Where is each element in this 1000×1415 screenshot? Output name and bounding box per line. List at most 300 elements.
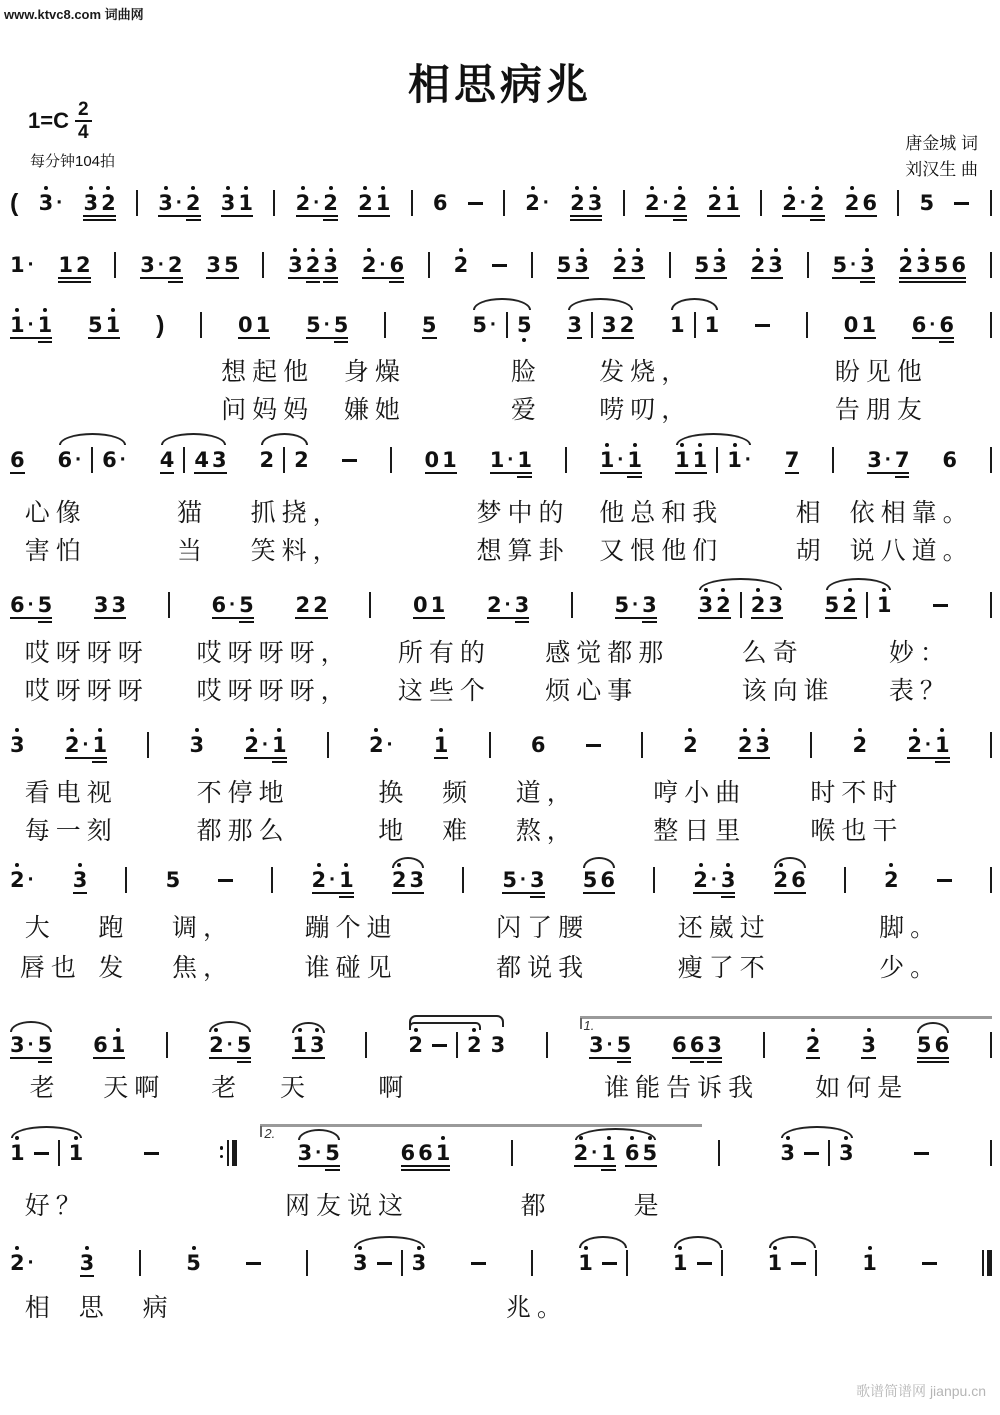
dash-note [377,1262,392,1265]
note-number: 3 [589,1033,604,1057]
barline [990,732,992,758]
octave-dot-above [397,863,401,867]
beat-group [10,450,25,471]
beat-group [751,255,783,276]
beat-group [832,254,874,276]
meter-denominator: 4 [77,122,89,143]
barline [390,447,392,473]
note [10,255,25,276]
octave-dot-above [889,863,893,867]
lyric-segment: 少。 [879,954,942,982]
note-number: 2 [305,253,321,277]
augmentation-dot: · [744,448,752,471]
note [782,193,797,214]
volta-label: 2. [264,1126,276,1141]
notation-line [10,1032,992,1056]
note [206,255,221,276]
dash-note [586,744,601,747]
beam-line [613,277,645,279]
note-number: 3 [490,1033,506,1057]
note [168,255,183,276]
tie-group [825,592,892,616]
octave-dot-above [618,248,622,252]
note-number: 3 [514,593,530,617]
tie-group [675,447,752,471]
note-number: 1 [339,868,354,892]
note-number: 5 [933,253,949,277]
beam-line [358,215,390,217]
lyric-line-1 [10,633,992,665]
note [209,1035,224,1056]
note-number: 1 [862,1251,877,1275]
note-number: 2 [323,191,338,215]
beat-group [296,192,338,214]
dash-note [937,879,952,882]
octave-dot-above [788,186,792,190]
augmentation-dot: · [662,191,670,214]
beat-group [845,193,877,214]
beam-line [806,1057,821,1059]
augmentation-dot: · [519,868,527,891]
note-number: 2 [693,868,708,892]
note-number: 5 [88,313,103,337]
beam-line [672,1057,722,1059]
beam-line [782,215,824,217]
notation-line [10,447,992,471]
beam-line [206,277,238,279]
augmentation-dot: · [929,313,937,336]
lyricist: 唐金城 词 [905,134,978,153]
note [88,315,103,336]
beam-line [92,761,107,763]
note-number: 1 [430,593,446,617]
note-number: 5 [824,593,840,617]
lyric-segment: 病 [142,1294,174,1322]
note-number: 1 [68,1141,84,1165]
note-number: 5 [694,253,710,277]
beam-line [567,337,582,339]
octave-dot-above [367,248,371,252]
lyric-segment: 整日里 [653,817,747,845]
barline [136,190,138,216]
note [698,595,713,616]
note-number: 2 [295,191,311,215]
dash-note [602,1262,617,1265]
note-number: 3 [409,868,425,892]
beat-group [401,1143,451,1164]
note [491,1035,506,1056]
octave-dot-above [575,186,579,190]
barline [591,312,593,338]
beam-line [895,476,910,478]
beam-line [425,472,457,474]
note-number: 3 [83,191,99,215]
barline [489,732,491,758]
note [369,735,384,756]
note-number: 6 [791,868,806,892]
octave-dot-above [363,186,367,190]
note-number: 2 [525,191,540,215]
augmentation-dot: · [27,253,35,276]
lyric-segment: 谁碰见 [304,954,398,982]
note-number: 2 [408,1033,423,1057]
beam-line [617,1061,632,1063]
beam-line [899,277,967,279]
note [487,595,502,616]
beat-group [502,869,544,891]
beam-line [601,1169,616,1171]
beam-line [825,617,857,619]
beam-line [83,219,115,221]
octave-dot-above [277,728,281,732]
beam-line [861,1057,876,1059]
note [73,870,88,891]
note [306,315,321,336]
note [785,450,800,471]
beat-group [574,1142,616,1164]
note [102,450,117,471]
lyric-segment: 跑 [98,914,130,942]
octave-dot-above [756,248,760,252]
note [825,595,840,616]
beat-group [920,193,935,214]
beam-line [160,472,175,474]
note [158,193,173,214]
note-number: 3 [642,593,657,617]
beam-line [295,617,327,619]
note [106,315,121,336]
barline [626,1250,628,1276]
lyric-segment: 焦， [172,954,235,982]
beat-group [942,450,957,471]
music-system-5 [10,592,992,705]
lyric-segment: 这些个 [397,677,491,705]
lyric-line-1 [10,1068,992,1100]
note-number: 1 [255,313,271,337]
tie-group [472,312,531,336]
lyric-line-2 [10,811,992,843]
octave-dot-above [344,863,348,867]
note [418,1143,433,1164]
beat-group [358,193,390,214]
note [721,870,736,891]
octave-dot-above [580,248,584,252]
note [10,315,25,336]
note-number: 5 [333,313,349,337]
repeat-end-barline [220,1140,238,1164]
note [725,193,740,214]
beam-line [502,892,544,894]
beam-line [298,1165,340,1167]
octave-dot-above [680,443,684,447]
note [323,255,338,276]
note-number: 6 [389,253,405,277]
note-number: 3 [529,868,545,892]
octave-dot-above [636,248,640,252]
music-system-1 [10,189,992,217]
lyric-segment: 猫 [176,499,208,527]
note-number: 6 [10,448,25,472]
barline [641,732,643,758]
note [111,1035,126,1056]
beat-group [727,449,752,471]
barline [91,447,93,473]
note [935,735,950,756]
beat-group [912,314,954,336]
note-number: 7 [894,448,910,472]
beam-line [589,1057,631,1059]
notation-line [10,867,992,891]
octave-dot-above [15,1136,19,1140]
note [92,735,107,756]
note-number: 3 [780,1141,795,1165]
barline [740,592,742,618]
note-number: 3 [211,448,227,472]
lyric-segment: 谁能告诉我 [604,1074,760,1102]
beat-group [472,314,497,336]
composer: 刘汉生 曲 [905,160,978,180]
barline [990,252,992,278]
octave-dot-above [70,728,74,732]
beat-group [294,450,309,471]
beam-line [907,757,949,759]
music-system-3 [10,311,992,424]
beam-line [845,215,877,217]
volta-bracket-1 [580,1016,992,1031]
lyric-segment: 哼小曲 [653,779,747,807]
note [683,735,698,756]
beam-line [487,617,529,619]
note-number: 6 [600,868,615,892]
note-number: 3 [587,191,603,215]
lyric-segment: 烦心事 [545,677,639,705]
note [38,315,53,336]
dash-note [34,1152,49,1155]
lyric-segment: 闪了腰 [496,914,590,942]
note-number: 3 [567,313,582,337]
note [625,1143,640,1164]
beat-group [670,315,685,336]
note [260,450,275,471]
lyric-line-2 [10,531,992,563]
lyric-segment: 频 [442,779,474,807]
note [10,1143,25,1164]
note [408,1035,423,1056]
beat-group [625,1143,657,1164]
note [934,255,949,276]
barline [200,312,202,338]
octave-dot-above [43,308,47,312]
slur-group [298,1142,340,1164]
beam-line [602,337,634,339]
note [530,870,545,891]
note-number: 5 [582,868,598,892]
beam-line [288,277,338,279]
augmentation-dot: · [632,593,640,616]
barline [114,252,116,278]
augmentation-dot: · [27,1251,35,1274]
note [292,1035,307,1056]
beat-group [705,315,720,336]
note [615,595,630,616]
note [712,255,727,276]
beam-line [158,215,200,217]
note-number: 3 [630,253,645,277]
barline [168,592,170,618]
beam-line [917,1057,949,1059]
note-number: 5 [516,313,532,337]
note-number: 0 [238,313,253,337]
beat-group [785,450,800,471]
note [166,870,181,891]
beat-group [94,595,126,616]
augmentation-dot: · [379,253,387,276]
beam-line [65,757,107,759]
note-number: 1 [435,1141,451,1165]
note-number: 3 [712,253,727,277]
octave-dot-above [721,588,725,592]
beam-line [530,896,545,898]
barline [990,592,992,618]
octave-dot-above [89,186,93,190]
beat-group [186,1253,201,1274]
lyric-segment: 问妈妈 [221,396,315,424]
note-number: 3 [720,868,736,892]
lyric-segment: 天啊 [103,1074,166,1102]
note-number: 2 [486,593,502,617]
tie-group [567,312,634,336]
tie-group [698,592,783,616]
barline [807,252,809,278]
beat-group [602,315,634,336]
note-number: 5 [642,1141,658,1165]
footer-watermark: 歌谱简谱网 jianpu.cn [856,1383,986,1399]
note [306,255,321,276]
note-number: 3 [323,253,339,277]
note [939,315,954,336]
note [645,193,660,214]
augmentation-dot: · [27,313,35,336]
repeat-dots [220,1146,224,1158]
dash-note [342,459,357,462]
beat-group [825,595,857,616]
beam-line [673,219,688,221]
beat-group [88,315,120,336]
barline [990,1140,992,1166]
note-number: 2 [185,191,201,215]
augmentation-dot: · [489,313,497,336]
note-number: 3 [140,253,155,277]
slur-group [292,1035,324,1056]
note [917,1035,932,1056]
note [525,193,540,214]
note-number: 1 [861,313,876,337]
note [224,255,239,276]
note-number: 3 [189,733,205,757]
beat-group [877,595,892,616]
barline [832,447,834,473]
beam-line [296,215,338,217]
note-number: 3 [707,1033,723,1057]
final-barline [982,1250,992,1274]
barline [623,190,625,216]
augmentation-dot: · [261,733,269,756]
lyric-segment: 地 [378,817,410,845]
beat-group [69,1143,84,1164]
lyric-segment: 胡 [795,537,827,565]
octave-dot-above [848,588,852,592]
octave-dot-above [226,186,230,190]
note [112,595,127,616]
beam-line [490,472,532,474]
beat-group [422,315,437,336]
note [627,450,642,471]
note [454,255,469,276]
note-number: 6 [951,253,967,277]
barline [262,252,264,278]
beam-line [209,1057,251,1059]
octave-dot-above [605,443,609,447]
lyric-segment: 妙： [888,639,951,667]
octave-dot-above [329,186,333,190]
lyric-segment: 所有的 [397,639,491,667]
octave-dot-above [78,863,82,867]
note [877,595,892,616]
note-number: 5 [916,1033,932,1057]
note [288,255,303,276]
note-number: 1 [110,1033,126,1057]
lyric-segment: 大 [24,914,56,942]
music-system-6 [10,732,992,845]
beam-line [899,281,967,283]
octave-dot-above [584,1246,588,1250]
note [861,1035,876,1056]
octave-dot-above [786,1136,790,1140]
beam-line [434,757,449,759]
barline-thick [232,1140,237,1166]
note-number: 6 [942,448,958,472]
beat-group [589,1034,631,1056]
note-number: 3 [309,1033,325,1057]
octave-dot-above [704,588,708,592]
note-number: 5 [502,868,517,892]
slur-group [917,1035,949,1056]
note [630,255,645,276]
beat-group [306,314,348,336]
beam-line [292,1057,324,1059]
tie-group [10,1140,83,1164]
lyric-segment: 表？ [888,677,951,705]
note [695,255,710,276]
barline [411,190,413,216]
beat-group [490,449,532,471]
beat-group [58,255,90,276]
beam-line [306,337,348,339]
beam-line [721,896,736,898]
note-number: 1 [876,593,892,617]
octave-dot-above [214,1028,218,1032]
note [791,870,806,891]
note [589,1035,604,1056]
beat-group [693,869,735,891]
barline [810,732,812,758]
augmentation-dot: · [229,593,237,616]
beat-group [487,594,529,616]
beat-group [433,193,448,214]
tie-group [160,447,227,471]
beat-group [80,1253,95,1274]
lyric-segment: 看电视 [24,779,118,807]
